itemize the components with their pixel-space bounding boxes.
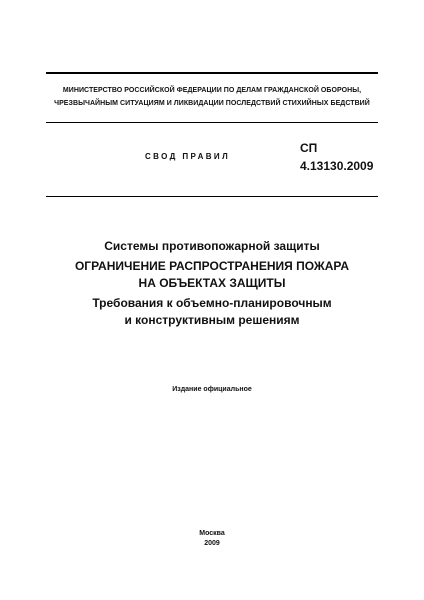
document-code <box>300 139 373 175</box>
ministry-header <box>46 84 378 110</box>
edition-label: Издание официальное <box>172 386 252 393</box>
document-code-prefix: СП <box>300 141 318 155</box>
requirements-line-2: и конструктивным решениям <box>124 313 300 327</box>
document-requirements <box>0 295 424 329</box>
document-title-line-1: ОГРАНИЧЕНИЕ РАСПРОСТРАНЕНИЯ ПОЖАРА <box>74 259 350 273</box>
ministry-line-1: МИНИСТЕРСТВО РОССИЙСКОЙ ФЕДЕРАЦИИ ПО ДЕЛАМ ГРАЖДАНСКОЙ ОБОРОНЫ, <box>62 87 362 94</box>
document-title-line-2: НА ОБЪЕКТАХ ЗАЩИТЫ <box>138 276 286 290</box>
ministry-line-2: ЧРЕЗВЫЧАЙНЫМ СИТУАЦИЯМ И ЛИКВИДАЦИИ ПОСЛЕДСТВИЙ СТИХИЙНЫХ БЕДСТВИЙ <box>54 100 370 107</box>
document-code-number: 4.13130.2009 <box>300 159 374 173</box>
middle-rule <box>46 122 378 123</box>
lower-rule <box>46 196 378 197</box>
title-block <box>0 238 424 329</box>
code-of-rules-label: СВОД ПРАВИЛ <box>145 152 231 161</box>
requirements-line-1: Требования к объемно-планировочным <box>92 296 332 310</box>
document-title <box>0 258 424 292</box>
document-subtitle: Системы противопожарной защиты <box>104 239 320 253</box>
publication-city: Москва <box>199 530 225 537</box>
publication-footer <box>0 529 424 549</box>
publication-year: 2009 <box>204 540 220 547</box>
top-rule <box>46 72 378 74</box>
